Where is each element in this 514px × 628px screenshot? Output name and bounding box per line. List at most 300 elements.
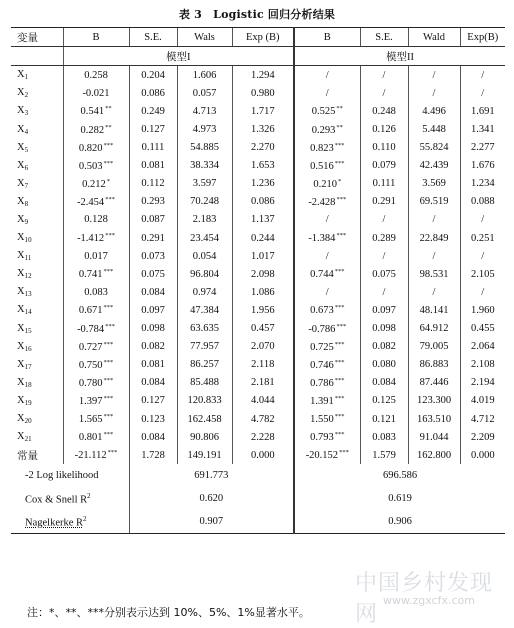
wals-model1-value: 85.488 bbox=[190, 377, 219, 389]
expb-model1 bbox=[232, 102, 294, 120]
expb-model1 bbox=[232, 139, 294, 157]
b-model2 bbox=[294, 175, 360, 193]
variable-name bbox=[11, 193, 63, 211]
wals-model1-value: 38.334 bbox=[190, 160, 219, 172]
wald-model2 bbox=[408, 428, 460, 446]
b-model1-value: 0.727 bbox=[78, 341, 103, 353]
table-row bbox=[11, 139, 505, 157]
expb-model1 bbox=[232, 193, 294, 211]
wals-model1 bbox=[177, 301, 232, 319]
wald-model2 bbox=[408, 356, 460, 374]
wals-model1-value: 86.257 bbox=[190, 359, 219, 371]
se-model1 bbox=[129, 301, 177, 319]
b-model1 bbox=[63, 247, 129, 265]
b-model2-value: 0.525 bbox=[311, 106, 336, 118]
variable-subscript: 14 bbox=[24, 308, 32, 317]
expb-model1-value: 1.236 bbox=[250, 178, 275, 190]
expb-model2-value: / bbox=[481, 87, 485, 99]
b-model2-value: 0.786 bbox=[310, 377, 334, 389]
expb-model1-value: 0.457 bbox=[250, 323, 275, 335]
significance-mark: *** bbox=[103, 394, 114, 402]
significance-mark: *** bbox=[334, 376, 345, 384]
wald-model2-value: 162.800 bbox=[416, 449, 452, 461]
variable-label: X bbox=[17, 376, 25, 388]
significance-mark: *** bbox=[336, 195, 347, 203]
se-model1 bbox=[129, 338, 177, 356]
significance-mark: *** bbox=[105, 322, 115, 330]
wald-model2-value: / bbox=[432, 87, 436, 99]
expb-model1 bbox=[232, 374, 294, 392]
b-model1-value: -2.454 bbox=[77, 196, 105, 208]
b-model1 bbox=[63, 356, 129, 374]
expb-model2 bbox=[460, 229, 505, 247]
se-model2-value: 0.098 bbox=[372, 323, 396, 335]
expb-model2-value: 1.676 bbox=[470, 160, 495, 172]
wals-model1-value: 3.597 bbox=[192, 178, 217, 190]
table-row bbox=[11, 301, 505, 319]
expb-model2-value: / bbox=[481, 286, 485, 298]
variable-name bbox=[11, 157, 63, 175]
logistic-regression-table bbox=[11, 27, 505, 534]
b-model2 bbox=[294, 428, 360, 446]
wals-model1 bbox=[177, 392, 232, 410]
variable-subscript: 1 bbox=[24, 73, 29, 82]
significance-mark: ** bbox=[105, 123, 112, 131]
wals-model1 bbox=[177, 175, 232, 193]
model-row-spacer bbox=[11, 47, 63, 66]
se-model2 bbox=[360, 283, 408, 301]
se-model1 bbox=[129, 229, 177, 247]
statistic-label-text: Cox & Snell R bbox=[25, 494, 88, 506]
header-expb-model1: Exp (B) bbox=[232, 28, 294, 47]
significance-mark: *** bbox=[103, 431, 114, 439]
expb-model1-value: 1.653 bbox=[250, 160, 275, 172]
variable-label: 常量 bbox=[17, 450, 38, 462]
variable-label: X bbox=[17, 286, 25, 298]
se-model2 bbox=[360, 265, 408, 283]
wald-model2-value: / bbox=[432, 250, 436, 262]
variable-name bbox=[11, 356, 63, 374]
significance-mark: *** bbox=[334, 141, 345, 149]
wald-model2 bbox=[408, 66, 460, 85]
se-model2 bbox=[360, 211, 408, 229]
se-model2-value: 0.291 bbox=[372, 196, 396, 208]
b-model2 bbox=[294, 410, 360, 428]
expb-model1 bbox=[232, 247, 294, 265]
significance-mark: *** bbox=[105, 232, 115, 240]
se-model1-value: 0.086 bbox=[141, 87, 165, 99]
wald-model2 bbox=[408, 175, 460, 193]
expb-model2 bbox=[460, 139, 505, 157]
statistic-model1-value: 691.773 bbox=[194, 470, 229, 482]
se-model2-value: 0.075 bbox=[372, 268, 396, 280]
se-model2 bbox=[360, 446, 408, 464]
significance-mark: *** bbox=[107, 449, 118, 457]
variable-name bbox=[11, 66, 63, 85]
se-model2 bbox=[360, 175, 408, 193]
se-model1 bbox=[129, 102, 177, 120]
table-row bbox=[11, 338, 505, 356]
wald-model2 bbox=[408, 338, 460, 356]
b-model1-value: 1.565 bbox=[78, 414, 103, 426]
wald-model2-value: 69.519 bbox=[419, 196, 449, 208]
b-model2-value: / bbox=[325, 286, 329, 298]
wals-model1-value: 54.885 bbox=[190, 142, 219, 154]
table-row bbox=[11, 410, 505, 428]
header-wals-model1: Wals bbox=[177, 28, 232, 47]
b-model1-value: -0.021 bbox=[82, 87, 110, 99]
wald-model2-value: 163.510 bbox=[416, 413, 452, 425]
b-model2-value: 0.823 bbox=[310, 142, 334, 154]
wals-model1 bbox=[177, 320, 232, 338]
wals-model1-value: 120.833 bbox=[187, 395, 222, 407]
expb-model2-value: 2.064 bbox=[470, 341, 495, 353]
variable-name bbox=[11, 265, 63, 283]
expb-model1-value: 1.086 bbox=[250, 286, 275, 298]
expb-model1-value: 1.137 bbox=[250, 214, 275, 226]
variable-name bbox=[11, 428, 63, 446]
table-row bbox=[11, 356, 505, 374]
expb-model2 bbox=[460, 102, 505, 120]
b-model2 bbox=[294, 84, 360, 102]
b-model2 bbox=[294, 301, 360, 319]
expb-model2 bbox=[460, 157, 505, 175]
expb-model1 bbox=[232, 320, 294, 338]
watermark-url: www.zgxcfx.com bbox=[383, 594, 475, 607]
se-model2-value: 0.248 bbox=[372, 105, 396, 117]
expb-model2-value: 1.341 bbox=[470, 124, 495, 136]
wals-model1 bbox=[177, 428, 232, 446]
expb-model2 bbox=[460, 211, 505, 229]
b-model1 bbox=[63, 102, 129, 120]
expb-model2 bbox=[460, 283, 505, 301]
b-model1-value: 0.741 bbox=[78, 269, 103, 281]
se-model2-value: 0.084 bbox=[372, 377, 396, 389]
significance-mark: *** bbox=[339, 449, 349, 457]
se-model1-value: 0.081 bbox=[141, 359, 165, 371]
b-model1 bbox=[63, 139, 129, 157]
expb-model2-value: 0.251 bbox=[470, 232, 495, 244]
se-model1-value: 0.084 bbox=[141, 286, 165, 298]
wald-model2-value: 4.496 bbox=[422, 105, 446, 117]
expb-model2 bbox=[460, 374, 505, 392]
statistic-model2-value: 0.619 bbox=[388, 493, 412, 505]
variable-subscript: 12 bbox=[24, 272, 32, 281]
superscript: 2 bbox=[83, 515, 87, 523]
b-model2-value: -1.384 bbox=[308, 233, 336, 245]
b-model1 bbox=[63, 428, 129, 446]
b-model2 bbox=[294, 139, 360, 157]
wald-model2 bbox=[408, 283, 460, 301]
b-model2-value: 1.550 bbox=[310, 414, 334, 426]
se-model1 bbox=[129, 428, 177, 446]
wals-model1-value: 63.635 bbox=[190, 323, 219, 335]
se-model1 bbox=[129, 320, 177, 338]
significance-mark: *** bbox=[334, 304, 345, 312]
expb-model2 bbox=[460, 392, 505, 410]
se-model2 bbox=[360, 410, 408, 428]
se-model2 bbox=[360, 374, 408, 392]
wals-model1 bbox=[177, 356, 232, 374]
se-model1-value: 0.249 bbox=[141, 105, 165, 117]
wals-model1 bbox=[177, 211, 232, 229]
expb-model2-value: 2.209 bbox=[470, 431, 495, 443]
significance-mark: *** bbox=[334, 431, 345, 439]
se-model1-value: 0.084 bbox=[141, 431, 165, 443]
se-model1 bbox=[129, 283, 177, 301]
b-model2 bbox=[294, 193, 360, 211]
b-model1-value: -1.412 bbox=[77, 233, 105, 245]
header-expb-model2: Exp(B) bbox=[460, 28, 505, 47]
b-model1-value: 0.083 bbox=[84, 286, 108, 298]
variable-name bbox=[11, 392, 63, 410]
se-model1-value: 0.291 bbox=[141, 232, 165, 244]
expb-model2 bbox=[460, 84, 505, 102]
b-model2 bbox=[294, 120, 360, 138]
significance-mark: ** bbox=[336, 123, 343, 131]
se-model1 bbox=[129, 410, 177, 428]
variable-subscript: 6 bbox=[24, 163, 29, 172]
b-model2 bbox=[294, 66, 360, 85]
b-model2-value: 0.210 bbox=[313, 178, 337, 190]
expb-model1-value: 1.717 bbox=[250, 105, 275, 117]
expb-model2-value: 4.019 bbox=[470, 395, 495, 407]
b-model2 bbox=[294, 157, 360, 175]
b-model1-value: 0.820 bbox=[78, 142, 103, 154]
variable-label: X bbox=[17, 358, 25, 370]
variable-name bbox=[11, 410, 63, 428]
b-model1 bbox=[63, 175, 129, 193]
expb-model1 bbox=[232, 338, 294, 356]
variable-subscript: 8 bbox=[24, 199, 29, 208]
statistic-label-text: -2 Log likelihood bbox=[25, 470, 99, 482]
expb-model1-value: 1.326 bbox=[250, 124, 275, 136]
variable-label: X bbox=[17, 304, 25, 316]
variable-subscript: 13 bbox=[24, 290, 32, 299]
wals-model1-value: 4.713 bbox=[192, 105, 217, 117]
b-model1-value: 0.503 bbox=[78, 160, 103, 172]
wald-model2-value: 91.044 bbox=[419, 431, 449, 443]
variable-label: X bbox=[17, 413, 25, 425]
se-model1-value: 0.111 bbox=[141, 142, 165, 154]
expb-model1 bbox=[232, 301, 294, 319]
b-model1-value: -0.784 bbox=[77, 323, 105, 335]
table-row bbox=[11, 66, 505, 85]
significance-mark: ** bbox=[336, 105, 343, 113]
statistic-label bbox=[11, 464, 129, 487]
variable-subscript: 4 bbox=[24, 127, 29, 136]
significance-mark: *** bbox=[334, 340, 345, 348]
wald-model2 bbox=[408, 392, 460, 410]
expb-model1-value: 2.228 bbox=[250, 431, 275, 443]
se-model2 bbox=[360, 120, 408, 138]
se-model1 bbox=[129, 265, 177, 283]
expb-model2 bbox=[460, 410, 505, 428]
wald-model2-value: 5.448 bbox=[422, 124, 446, 136]
wald-model2-value: / bbox=[432, 214, 436, 226]
b-model2-value: / bbox=[325, 214, 329, 226]
variable-subscript: 5 bbox=[24, 145, 29, 154]
expb-model1 bbox=[232, 356, 294, 374]
significance-mark: *** bbox=[334, 394, 345, 402]
table-row bbox=[11, 374, 505, 392]
variable-subscript: 2 bbox=[24, 91, 29, 100]
se-model1-value: 0.073 bbox=[141, 250, 165, 262]
b-model2 bbox=[294, 392, 360, 410]
significance-mark: *** bbox=[334, 159, 345, 167]
b-model1 bbox=[63, 446, 129, 464]
b-model1 bbox=[63, 283, 129, 301]
table-row bbox=[11, 428, 505, 446]
expb-model1 bbox=[232, 175, 294, 193]
variable-name bbox=[11, 102, 63, 120]
b-model1-value: 0.017 bbox=[84, 250, 108, 262]
wals-model1-value: 2.183 bbox=[192, 214, 217, 226]
table-row bbox=[11, 102, 505, 120]
variable-subscript: 3 bbox=[24, 109, 29, 118]
variable-label: X bbox=[17, 105, 25, 117]
expb-model1 bbox=[232, 392, 294, 410]
b-model1 bbox=[63, 392, 129, 410]
wald-model2 bbox=[408, 265, 460, 283]
se-model1 bbox=[129, 356, 177, 374]
wals-model1 bbox=[177, 229, 232, 247]
wals-model1 bbox=[177, 193, 232, 211]
variable-subscript: 15 bbox=[24, 326, 32, 335]
expb-model2-value: 1.960 bbox=[470, 304, 495, 316]
b-model2-value: 0.746 bbox=[310, 359, 334, 371]
wals-model1-value: 47.384 bbox=[190, 304, 219, 316]
se-model1 bbox=[129, 211, 177, 229]
se-model1-value: 1.728 bbox=[141, 449, 165, 461]
wals-model1-value: 162.458 bbox=[187, 413, 222, 425]
expb-model2 bbox=[460, 320, 505, 338]
header-se-model1: S.E. bbox=[129, 28, 177, 47]
se-model2 bbox=[360, 139, 408, 157]
b-model2-value: -20.152 bbox=[305, 450, 339, 462]
wald-model2 bbox=[408, 120, 460, 138]
b-model1 bbox=[63, 193, 129, 211]
se-model2-value: 0.289 bbox=[372, 232, 396, 244]
se-model1-value: 0.098 bbox=[141, 323, 165, 335]
expb-model1-value: 0.244 bbox=[250, 232, 275, 244]
b-model2-value: 0.673 bbox=[310, 305, 334, 317]
se-model2-value: 0.110 bbox=[372, 142, 396, 154]
expb-model1-value: 2.070 bbox=[250, 341, 275, 353]
se-model2-value: 0.121 bbox=[372, 413, 396, 425]
variable-label: X bbox=[17, 195, 25, 207]
wald-model2 bbox=[408, 193, 460, 211]
se-model2-value: 0.097 bbox=[372, 304, 396, 316]
b-model2 bbox=[294, 247, 360, 265]
se-model2-value: / bbox=[382, 87, 386, 99]
se-model2 bbox=[360, 356, 408, 374]
se-model1 bbox=[129, 193, 177, 211]
significance-mark: *** bbox=[336, 232, 347, 240]
se-model1-value: 0.293 bbox=[141, 196, 165, 208]
se-model1 bbox=[129, 120, 177, 138]
wald-model2-value: 123.300 bbox=[416, 395, 452, 407]
variable-label: X bbox=[17, 268, 25, 280]
expb-model1 bbox=[232, 265, 294, 283]
wald-model2 bbox=[408, 374, 460, 392]
expb-model1-value: 2.181 bbox=[250, 377, 275, 389]
expb-model2-value: 4.712 bbox=[470, 413, 495, 425]
wald-model2 bbox=[408, 102, 460, 120]
variable-label: X bbox=[17, 322, 25, 334]
se-model2-value: 0.082 bbox=[372, 341, 396, 353]
se-model1 bbox=[129, 247, 177, 265]
se-model1 bbox=[129, 84, 177, 102]
wald-model2 bbox=[408, 247, 460, 265]
expb-model2 bbox=[460, 120, 505, 138]
wals-model1 bbox=[177, 374, 232, 392]
model1-label: 模型I bbox=[63, 47, 294, 66]
expb-model2 bbox=[460, 175, 505, 193]
expb-model1-value: 0.980 bbox=[250, 87, 275, 99]
wald-model2-value: 79.005 bbox=[419, 341, 449, 353]
variable-subscript: 7 bbox=[24, 181, 29, 190]
wals-model1 bbox=[177, 446, 232, 464]
table-row bbox=[11, 229, 505, 247]
wald-model2 bbox=[408, 211, 460, 229]
table-row bbox=[11, 175, 505, 193]
significance-mark: *** bbox=[103, 358, 114, 366]
se-model1-value: 0.127 bbox=[141, 395, 165, 407]
se-model1 bbox=[129, 66, 177, 85]
variable-name bbox=[11, 283, 63, 301]
model2-label: 模型II bbox=[294, 47, 505, 66]
variable-label: X bbox=[17, 159, 25, 171]
se-model1 bbox=[129, 139, 177, 157]
statistic-model2 bbox=[294, 487, 505, 510]
se-model2 bbox=[360, 157, 408, 175]
footnote: 注：*、**、***分别表示达到 10%、5%、1%显著水平。 bbox=[27, 606, 310, 619]
se-model1-value: 0.097 bbox=[141, 304, 165, 316]
se-model1 bbox=[129, 374, 177, 392]
se-model2-value: 0.079 bbox=[372, 160, 396, 172]
expb-model2 bbox=[460, 66, 505, 85]
significance-mark: *** bbox=[334, 268, 345, 276]
b-model2-value: -2.428 bbox=[308, 196, 336, 208]
wals-model1 bbox=[177, 84, 232, 102]
b-model2-value: 0.516 bbox=[310, 160, 334, 172]
statistic-model2 bbox=[294, 510, 505, 534]
statistic-model2-value: 0.906 bbox=[388, 516, 412, 528]
model-label-row bbox=[11, 47, 505, 66]
b-model2-value: 0.293 bbox=[311, 124, 336, 136]
table-row bbox=[11, 120, 505, 138]
variable-subscript: 17 bbox=[24, 362, 32, 371]
wals-model1 bbox=[177, 338, 232, 356]
header-b-model2: B bbox=[294, 28, 360, 47]
variable-name bbox=[11, 211, 63, 229]
expb-model1-value: 2.118 bbox=[251, 359, 275, 371]
b-model2-value: / bbox=[325, 87, 329, 99]
variable-name bbox=[11, 84, 63, 102]
wald-model2-value: 86.883 bbox=[419, 359, 449, 371]
se-model2-value: / bbox=[382, 286, 386, 298]
b-model1-value: 0.780 bbox=[78, 377, 103, 389]
expb-model1-value: 4.044 bbox=[250, 395, 275, 407]
wals-model1-value: 149.191 bbox=[187, 449, 222, 461]
table-row bbox=[11, 320, 505, 338]
expb-model2-value: 2.105 bbox=[470, 268, 495, 280]
b-model2 bbox=[294, 446, 360, 464]
expb-model2 bbox=[460, 193, 505, 211]
b-model2 bbox=[294, 102, 360, 120]
expb-model2 bbox=[460, 428, 505, 446]
